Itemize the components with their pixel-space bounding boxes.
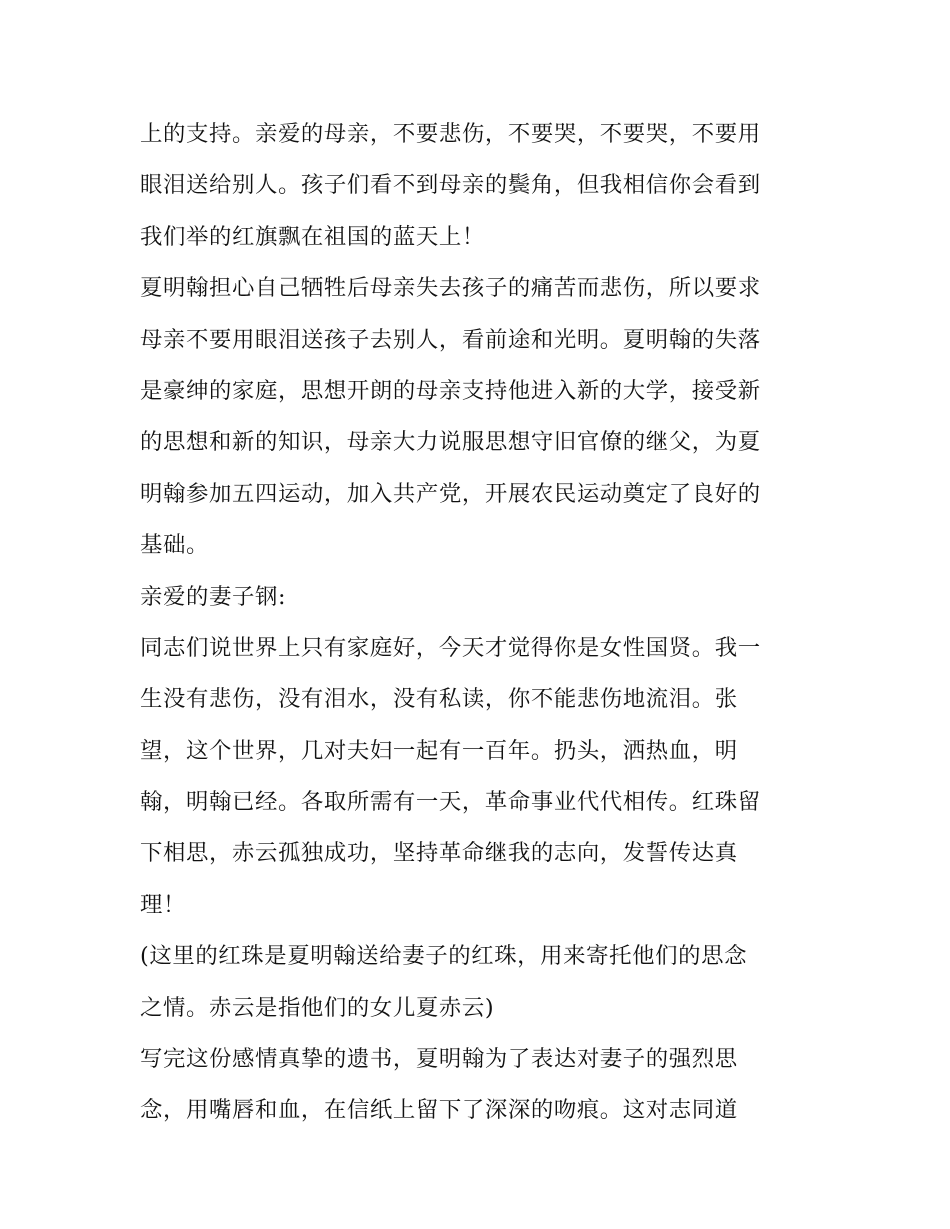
text-line: 同志们说世界上只有家庭好，今天才觉得你是女性国贤。我一 [140, 634, 761, 661]
text-line: 眼泪送给别人。孩子们看不到母亲的鬓角，但我相信你会看到 [140, 172, 761, 199]
text-line: (这里的红珠是夏明翰送给妻子的红珠，用来寄托他们的思念 [140, 943, 748, 970]
paragraph-letter-wife-body [140, 623, 820, 931]
text-line: 理！ [140, 891, 186, 918]
paragraph-letter-mother-ending [140, 109, 820, 263]
paragraph-commentary-mother [140, 263, 820, 571]
text-line: 之情。赤云是指他们的女儿夏赤云) [140, 994, 495, 1021]
text-line: 基础。 [140, 532, 209, 559]
paragraph-letter-wife-salutation [140, 572, 820, 623]
paragraph-commentary-wife [140, 1034, 820, 1137]
text-line: 是豪绅的家庭，思想开朗的母亲支持他进入新的大学，接受新 [140, 377, 761, 404]
text-line: 母亲不要用眼泪送孩子去别人，看前途和光明。夏明翰的失落 [140, 326, 761, 353]
text-line: 念，用嘴唇和血，在信纸上留下了深深的吻痕。这对志同道 [140, 1097, 738, 1124]
text-line: 生没有悲伤，没有泪水，没有私读，你不能悲伤地流泪。张 [140, 686, 738, 713]
paragraph-note-red-pearl [140, 931, 820, 1034]
text-line: 写完这份感情真挚的遗书，夏明翰为了表达对妻子的强烈思 [140, 1046, 738, 1073]
text-line: 亲爱的妻子钢: [140, 583, 287, 610]
text-line: 夏明翰担心自己牺牲后母亲失去孩子的痛苦而悲伤，所以要求 [140, 275, 761, 302]
text-line: 望，这个世界，几对夫妇一起有一百年。扔头，洒热血，明 [140, 737, 738, 764]
text-line: 翰，明翰已经。各取所需有一天，革命事业代代相传。红珠留 [140, 789, 761, 816]
text-line: 下相思，赤云孤独成功，坚持革命继我的志向，发誓传达真 [140, 840, 738, 867]
text-line: 的思想和新的知识，母亲大力说服思想守旧官僚的继父，为夏 [140, 429, 761, 456]
text-line: 明翰参加五四运动，加入共产党，开展农民运动奠定了良好的 [140, 480, 761, 507]
text-line: 上的支持。亲爱的母亲，不要悲伤，不要哭，不要哭，不要用 [140, 121, 761, 147]
text-line: 我们举的红旗飘在祖国的蓝天上！ [140, 223, 485, 250]
document-body [140, 109, 820, 1137]
